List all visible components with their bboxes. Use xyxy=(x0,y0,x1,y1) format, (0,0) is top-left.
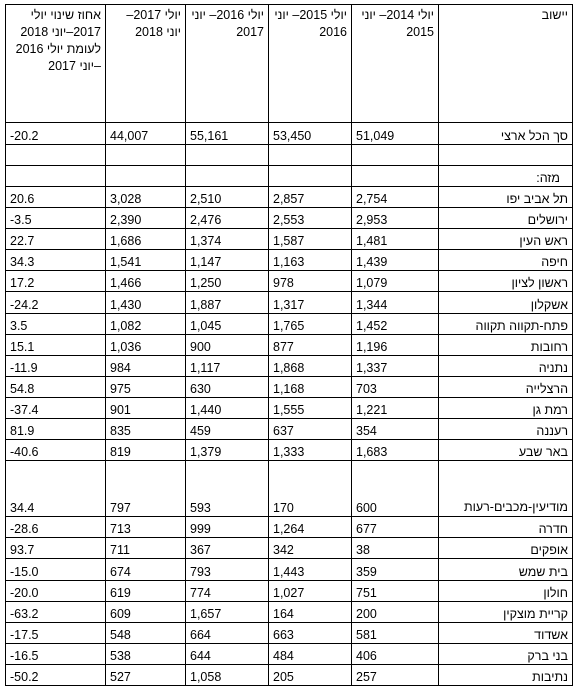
value-cell-y2014: 703 xyxy=(352,376,439,397)
table-row xyxy=(6,517,573,538)
value-cell-y2017: 1,466 xyxy=(106,271,186,292)
blank-cell xyxy=(352,166,439,187)
blank-cell xyxy=(6,166,106,187)
value-cell-y2017: 2,390 xyxy=(106,208,186,229)
value-cell-y2015: 877 xyxy=(269,334,352,355)
value-cell-y2015: 484 xyxy=(269,643,352,664)
value-cell-y2015: 1,168 xyxy=(269,376,352,397)
value-cell-y2014: 406 xyxy=(352,643,439,664)
value-cell-y2016: 999 xyxy=(186,517,269,538)
city-cell: חדרה xyxy=(439,517,573,538)
city-cell: באר שבע xyxy=(439,440,573,461)
value-cell-y2017: 674 xyxy=(106,559,186,580)
value-cell-y2015: 170 xyxy=(269,461,352,517)
total-2015: 53,450 xyxy=(269,123,352,145)
blank-row xyxy=(6,145,573,166)
value-cell-y2015: 164 xyxy=(269,601,352,622)
value-cell-y2015: 1,264 xyxy=(269,517,352,538)
value-cell-y2017: 984 xyxy=(106,355,186,376)
blank-cell xyxy=(352,145,439,166)
value-cell-y2014: 354 xyxy=(352,419,439,440)
value-cell-y2016: 774 xyxy=(186,580,269,601)
table-row xyxy=(6,187,573,208)
city-cell: אופקים xyxy=(439,538,573,559)
change-cell: -17.5 xyxy=(6,622,106,643)
section-label: מזה: xyxy=(439,166,573,187)
city-cell: הרצלייה xyxy=(439,376,573,397)
table-body xyxy=(6,5,573,686)
city-cell: נתיבות xyxy=(439,664,573,685)
table-row xyxy=(6,376,573,397)
table-container xyxy=(5,4,573,686)
change-cell: 34.4 xyxy=(6,461,106,517)
value-cell-y2015: 1,317 xyxy=(269,292,352,313)
blank-cell xyxy=(269,166,352,187)
blank-cell xyxy=(106,166,186,187)
table-row xyxy=(6,313,573,334)
value-cell-y2015: 1,587 xyxy=(269,229,352,250)
table-row xyxy=(6,208,573,229)
value-cell-y2014: 751 xyxy=(352,580,439,601)
value-cell-y2015: 663 xyxy=(269,622,352,643)
table-row xyxy=(6,580,573,601)
table-row xyxy=(6,601,573,622)
change-cell: 15.1 xyxy=(6,334,106,355)
value-cell-y2016: 367 xyxy=(186,538,269,559)
table-row xyxy=(6,461,573,517)
value-cell-y2016: 900 xyxy=(186,334,269,355)
change-cell: -40.6 xyxy=(6,440,106,461)
city-cell: פתח-תקווה תקווה xyxy=(439,313,573,334)
city-cell: רמת גן xyxy=(439,397,573,418)
value-cell-y2017: 1,430 xyxy=(106,292,186,313)
data-table xyxy=(5,4,573,686)
value-cell-y2016: 2,510 xyxy=(186,187,269,208)
change-cell: -50.2 xyxy=(6,664,106,685)
value-cell-y2017: 538 xyxy=(106,643,186,664)
value-cell-y2017: 711 xyxy=(106,538,186,559)
value-cell-y2016: 1,440 xyxy=(186,397,269,418)
city-cell: מודיעין-מכבים-רעות xyxy=(439,461,573,517)
value-cell-y2015: 1,868 xyxy=(269,355,352,376)
change-cell: -24.2 xyxy=(6,292,106,313)
city-cell: חולון xyxy=(439,580,573,601)
value-cell-y2017: 609 xyxy=(106,601,186,622)
table-row xyxy=(6,664,573,685)
change-cell: 20.6 xyxy=(6,187,106,208)
table-row xyxy=(6,538,573,559)
change-cell: 93.7 xyxy=(6,538,106,559)
table-row xyxy=(6,292,573,313)
value-cell-y2014: 677 xyxy=(352,517,439,538)
value-cell-y2015: 2,857 xyxy=(269,187,352,208)
total-row xyxy=(6,123,573,145)
value-cell-y2014: 359 xyxy=(352,559,439,580)
header-2017: יולי 2017– יוני 2018 xyxy=(106,5,186,123)
value-cell-y2017: 901 xyxy=(106,397,186,418)
value-cell-y2016: 1,045 xyxy=(186,313,269,334)
value-cell-y2015: 978 xyxy=(269,271,352,292)
city-cell: תל אביב יפו xyxy=(439,187,573,208)
value-cell-y2017: 835 xyxy=(106,419,186,440)
value-cell-y2014: 1,196 xyxy=(352,334,439,355)
blank-cell xyxy=(106,145,186,166)
value-cell-y2014: 1,337 xyxy=(352,355,439,376)
value-cell-y2014: 38 xyxy=(352,538,439,559)
header-city: יישוב xyxy=(439,5,573,123)
total-change: -20.2 xyxy=(6,123,106,145)
header-change: אחוז שינוי יולי 2017–יוני 2018 לעומת יולי 2016 –יוני 2017 xyxy=(6,5,106,123)
value-cell-y2015: 2,553 xyxy=(269,208,352,229)
value-cell-y2015: 1,027 xyxy=(269,580,352,601)
blank-cell xyxy=(439,145,573,166)
value-cell-y2016: 1,374 xyxy=(186,229,269,250)
city-cell: אשדוד xyxy=(439,622,573,643)
value-cell-y2016: 1,250 xyxy=(186,271,269,292)
value-cell-y2014: 2,953 xyxy=(352,208,439,229)
value-cell-y2017: 548 xyxy=(106,622,186,643)
blank-cell xyxy=(269,145,352,166)
value-cell-y2016: 664 xyxy=(186,622,269,643)
city-cell: ראש העין xyxy=(439,229,573,250)
header-row xyxy=(6,5,573,123)
value-cell-y2016: 1,379 xyxy=(186,440,269,461)
value-cell-y2017: 1,541 xyxy=(106,250,186,271)
value-cell-y2016: 1,887 xyxy=(186,292,269,313)
value-cell-y2015: 637 xyxy=(269,419,352,440)
value-cell-y2014: 1,344 xyxy=(352,292,439,313)
table-row xyxy=(6,271,573,292)
city-cell: ירושלים xyxy=(439,208,573,229)
change-cell: -28.6 xyxy=(6,517,106,538)
change-cell: 17.2 xyxy=(6,271,106,292)
value-cell-y2016: 1,657 xyxy=(186,601,269,622)
table-row xyxy=(6,229,573,250)
value-cell-y2016: 593 xyxy=(186,461,269,517)
city-cell: חיפה xyxy=(439,250,573,271)
total-2017: 44,007 xyxy=(106,123,186,145)
city-cell: רחובות xyxy=(439,334,573,355)
value-cell-y2014: 600 xyxy=(352,461,439,517)
city-cell: בית שמש xyxy=(439,559,573,580)
value-cell-y2017: 819 xyxy=(106,440,186,461)
value-cell-y2016: 1,147 xyxy=(186,250,269,271)
header-2016: יולי 2016– יוני 2017 xyxy=(186,5,269,123)
value-cell-y2014: 257 xyxy=(352,664,439,685)
value-cell-y2015: 205 xyxy=(269,664,352,685)
change-cell: 3.5 xyxy=(6,313,106,334)
value-cell-y2015: 1,555 xyxy=(269,397,352,418)
value-cell-y2017: 1,082 xyxy=(106,313,186,334)
table-row xyxy=(6,643,573,664)
value-cell-y2016: 1,117 xyxy=(186,355,269,376)
value-cell-y2014: 200 xyxy=(352,601,439,622)
blank-cell xyxy=(6,145,106,166)
section-row xyxy=(6,166,573,187)
value-cell-y2014: 1,452 xyxy=(352,313,439,334)
change-cell: -3.5 xyxy=(6,208,106,229)
value-cell-y2014: 581 xyxy=(352,622,439,643)
value-cell-y2017: 619 xyxy=(106,580,186,601)
blank-cell xyxy=(186,166,269,187)
value-cell-y2017: 797 xyxy=(106,461,186,517)
value-cell-y2016: 459 xyxy=(186,419,269,440)
value-cell-y2015: 1,163 xyxy=(269,250,352,271)
change-cell: -63.2 xyxy=(6,601,106,622)
value-cell-y2015: 1,333 xyxy=(269,440,352,461)
header-2015: יולי 2015– יוני 2016 xyxy=(269,5,352,123)
value-cell-y2017: 3,028 xyxy=(106,187,186,208)
value-cell-y2016: 644 xyxy=(186,643,269,664)
change-cell: -11.9 xyxy=(6,355,106,376)
value-cell-y2015: 1,765 xyxy=(269,313,352,334)
change-cell: -37.4 xyxy=(6,397,106,418)
value-cell-y2017: 713 xyxy=(106,517,186,538)
value-cell-y2017: 975 xyxy=(106,376,186,397)
table-row xyxy=(6,622,573,643)
table-row xyxy=(6,559,573,580)
value-cell-y2014: 1,481 xyxy=(352,229,439,250)
value-cell-y2015: 342 xyxy=(269,538,352,559)
value-cell-y2016: 793 xyxy=(186,559,269,580)
header-2014: יולי 2014– יוני 2015 xyxy=(352,5,439,123)
table-row xyxy=(6,250,573,271)
city-cell: קריית מוצקין xyxy=(439,601,573,622)
value-cell-y2017: 1,036 xyxy=(106,334,186,355)
value-cell-y2014: 1,221 xyxy=(352,397,439,418)
total-2014: 51,049 xyxy=(352,123,439,145)
city-cell: אשקלון xyxy=(439,292,573,313)
blank-cell xyxy=(186,145,269,166)
table-row xyxy=(6,440,573,461)
change-cell: -20.0 xyxy=(6,580,106,601)
value-cell-y2015: 1,443 xyxy=(269,559,352,580)
change-cell: 22.7 xyxy=(6,229,106,250)
city-cell: רעננה xyxy=(439,419,573,440)
total-2016: 55,161 xyxy=(186,123,269,145)
value-cell-y2014: 1,079 xyxy=(352,271,439,292)
table-row xyxy=(6,355,573,376)
total-name: סך הכל ארצי xyxy=(439,123,573,145)
value-cell-y2014: 2,754 xyxy=(352,187,439,208)
value-cell-y2017: 1,686 xyxy=(106,229,186,250)
change-cell: 54.8 xyxy=(6,376,106,397)
table-row xyxy=(6,397,573,418)
change-cell: -16.5 xyxy=(6,643,106,664)
value-cell-y2014: 1,683 xyxy=(352,440,439,461)
value-cell-y2016: 2,476 xyxy=(186,208,269,229)
city-cell: בני ברק xyxy=(439,643,573,664)
value-cell-y2014: 1,439 xyxy=(352,250,439,271)
city-cell: נתניה xyxy=(439,355,573,376)
city-cell: ראשון לציון xyxy=(439,271,573,292)
change-cell: 34.3 xyxy=(6,250,106,271)
change-cell: 81.9 xyxy=(6,419,106,440)
value-cell-y2016: 1,058 xyxy=(186,664,269,685)
table-row xyxy=(6,419,573,440)
value-cell-y2017: 527 xyxy=(106,664,186,685)
change-cell: -15.0 xyxy=(6,559,106,580)
value-cell-y2016: 630 xyxy=(186,376,269,397)
table-row xyxy=(6,334,573,355)
